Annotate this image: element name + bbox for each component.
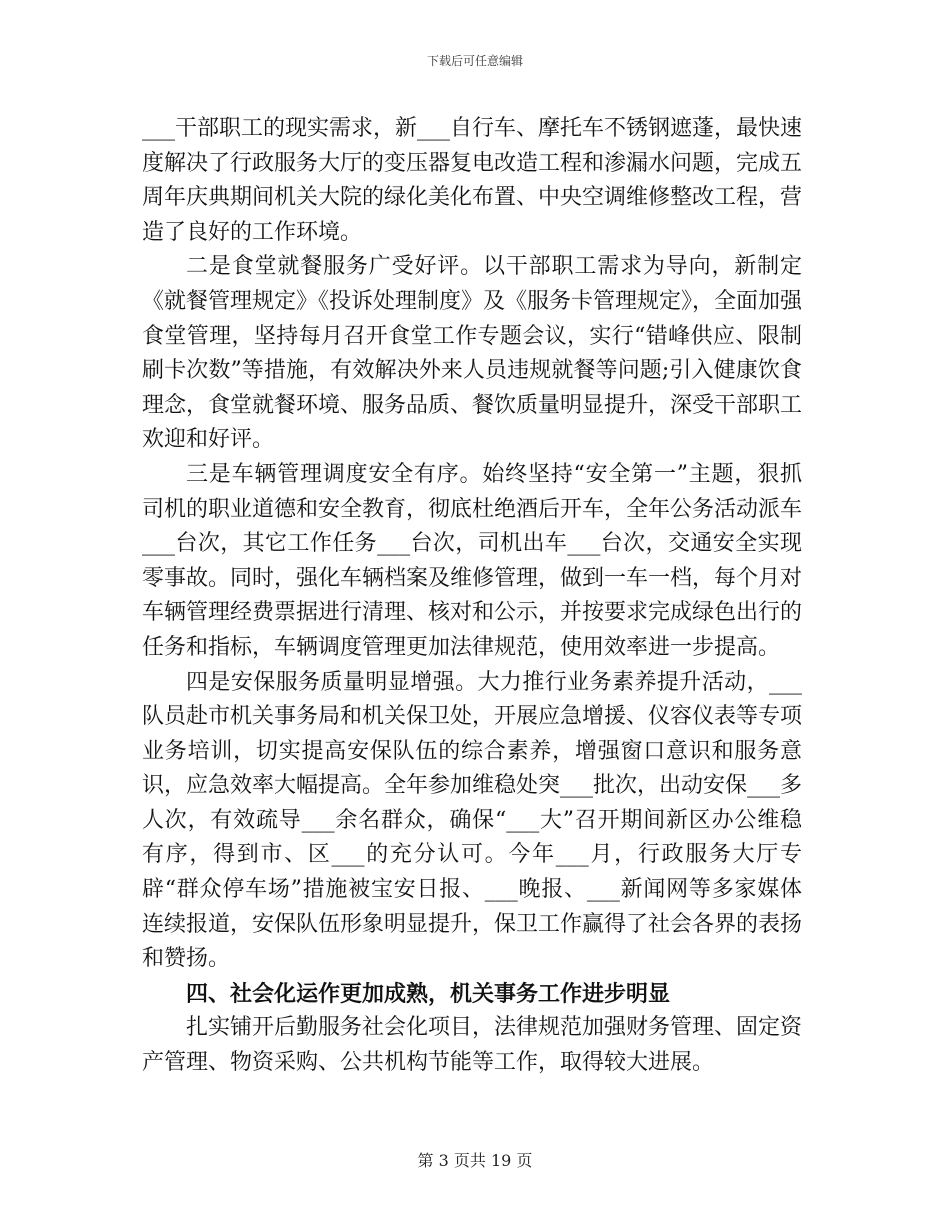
paragraph-canteen: 二是食堂就餐服务广受好评。以干部职工需求为导向，新制定《就餐管理规定》《投诉处理制度》及《服务卡管理规定》，全面加强食堂管理，坚持每月召开食堂工作专题会议，实行“错峰供应、限制刷卡次数”等措施，有效解决外来人员违规就餐等问题;引入健康饮食理念，食堂就餐环境、服务品质、餐饮质量明显提升，深受干部职工欢迎和好评。 — [142, 254, 803, 453]
page-number: 第 3 页共 19 页 — [417, 1151, 533, 1170]
paragraph-vehicles: 三是车辆管理调度安全有序。始终坚持“安全第一”主题，狠抓司机的职业道德和安全教育，彻底杜绝酒后开车，全年公务活动派车___台次，其它工作任务___台次，司机出车___台次，交通安全实现零事故。同时，强化车辆档案及维修管理，做到一车一档，每个月对车辆管理经费票据进行清理、核对和公示，并按要求完成绿色出行的任务和指标，车辆调度管理更加法律规范，使用效率进一步提高。 — [142, 461, 803, 660]
document-body — [142, 112, 802, 1081]
paragraph-continued: ___干部职工的现实需求，新___自行车、摩托车不锈钢遮蓬，最快速度解决了行政服务大厅的变压器复电改造工程和渗漏水问题，完成五周年庆典期间机关大院的绿化美化布置、中央空调维修整改工程，营造了良好的工作环境。 — [142, 116, 803, 245]
paragraph-socialization: 扎实铺开后勤服务社会化项目，法律规范加强财务管理、固定资产管理、物资采购、公共机构节能等工作，取得较大进展。 — [142, 1015, 803, 1076]
page-header: 下载后可任意编辑 — [426, 54, 523, 68]
paragraph-security: 四是安保服务质量明显增强。大力推行业务素养提升活动，___队员赴市机关事务局和机关保卫处，开展应急增援、仪容仪表等专项业务培训，切实提高安保队伍的综合素养，增强窗口意识和服务意识，应急效率大幅提高。全年参加维稳处突___批次，出动安保___多人次，有效疏导___余名群众，确保“___大”召开期间新区办公维稳有序，得到市、区___的充分认可。今年___月，行政服务大厅专辟“群众停车场”措施被宝安日报、___晚报、___新闻网等多家媒体连续报道，安保队伍形象明显提升，保卫工作赢得了社会各界的表扬和赞扬。 — [142, 669, 803, 972]
section-heading: 四、社会化运作更加成熟，机关事务工作进步明显 — [186, 980, 671, 1007]
